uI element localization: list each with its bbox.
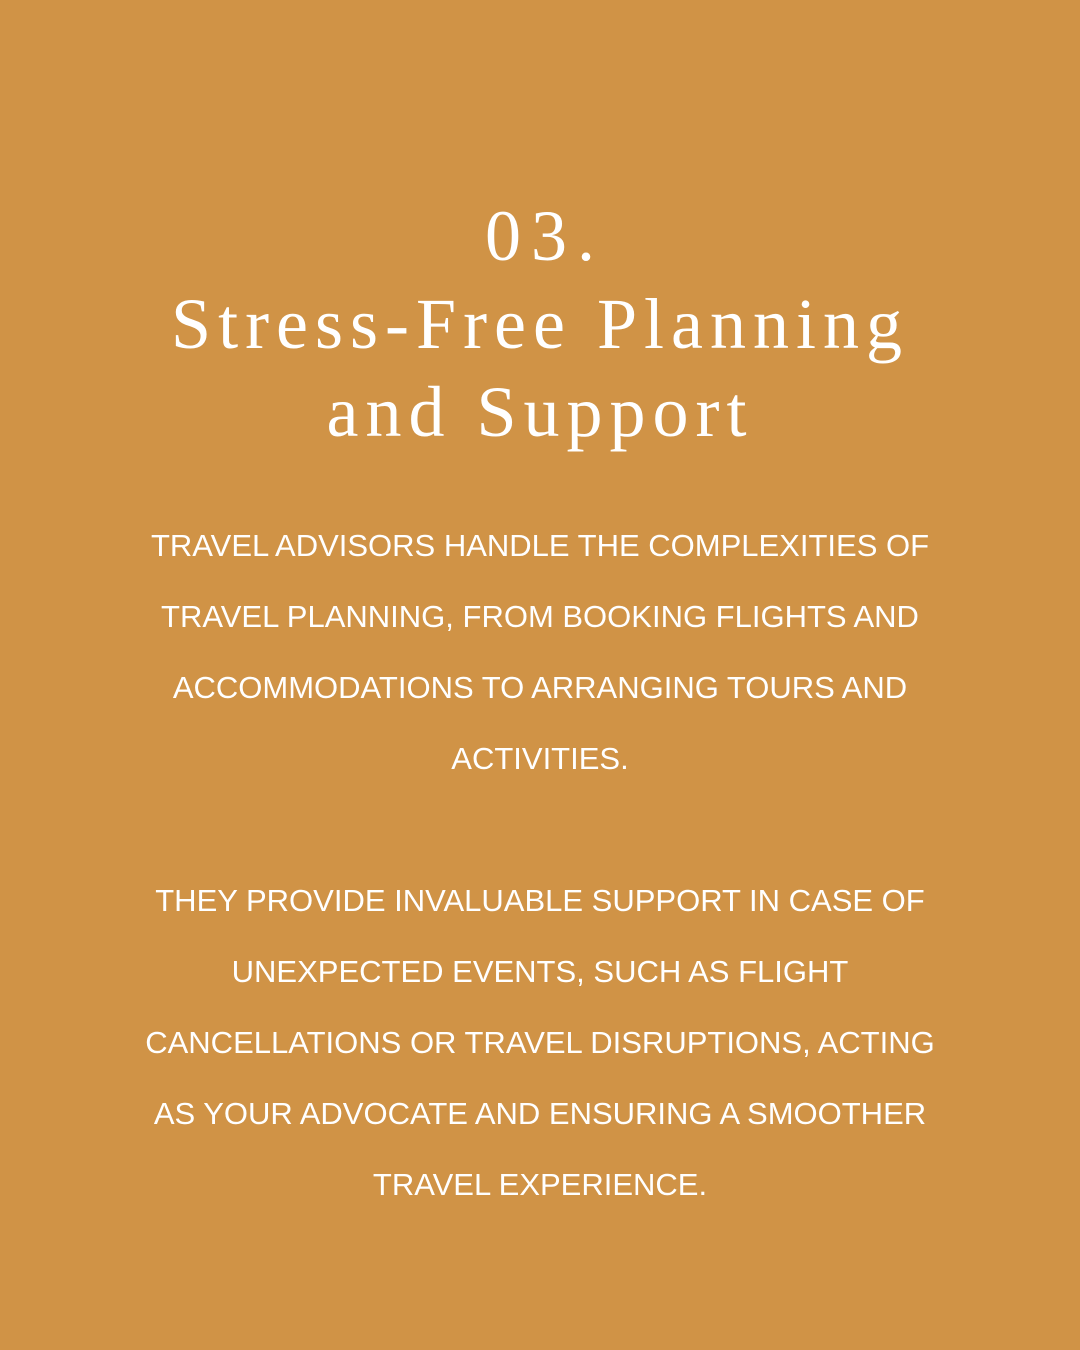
paragraph-2-line: AS YOUR ADVOCATE AND ENSURING A SMOOTHER xyxy=(153,1096,927,1131)
section-number: 03. xyxy=(485,196,605,276)
paragraph-2-line: UNEXPECTED EVENTS, SUCH AS FLIGHT xyxy=(231,954,849,989)
paragraph-1-line: ACTIVITIES. xyxy=(451,741,629,776)
paragraph-2-line: THEY PROVIDE INVALUABLE SUPPORT IN CASE OF xyxy=(155,883,925,918)
paragraph-2 xyxy=(100,865,980,1220)
slide-title xyxy=(0,280,1080,456)
title-line-2: and Support xyxy=(326,372,754,452)
paragraph-1-line: TRAVEL ADVISORS HANDLE THE COMPLEXITIES OF xyxy=(150,528,930,563)
title-line-1: Stress-Free Planning xyxy=(171,284,909,364)
paragraph-1-line: ACCOMMODATIONS TO ARRANGING TOURS AND xyxy=(172,670,908,705)
paragraph-2-line: CANCELLATIONS OR TRAVEL DISRUPTIONS, ACTING xyxy=(145,1025,935,1060)
paragraph-1 xyxy=(100,510,980,794)
paragraph-2-line: TRAVEL EXPERIENCE. xyxy=(372,1167,708,1202)
paragraph-1-line: TRAVEL PLANNING, FROM BOOKING FLIGHTS AND xyxy=(161,599,919,634)
